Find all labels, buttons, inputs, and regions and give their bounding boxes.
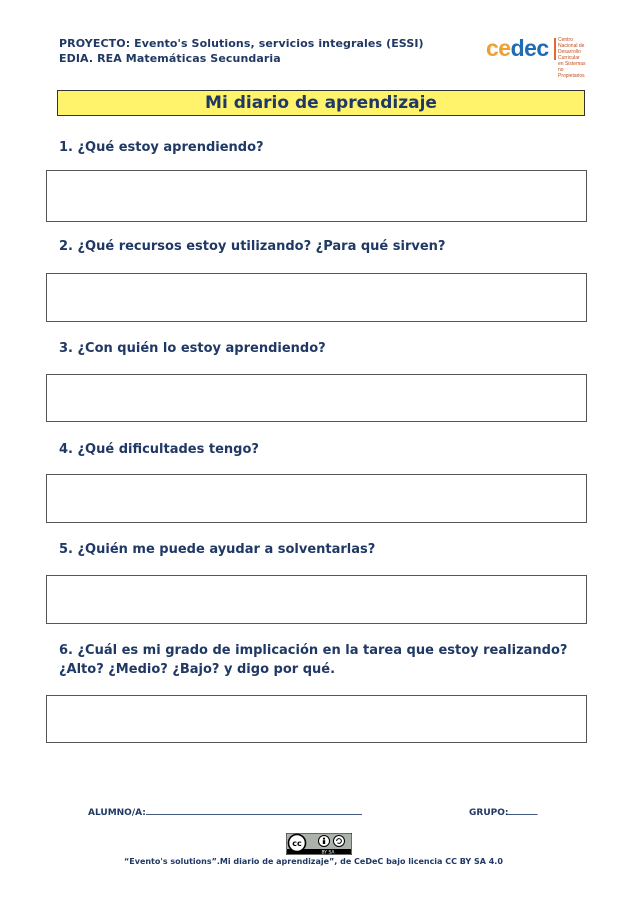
student-name-line[interactable]: ________________________________________________ xyxy=(146,806,362,816)
license-badge-text: BY SA xyxy=(321,850,335,855)
answer-field-3[interactable] xyxy=(46,374,587,422)
page-title: Mi diario de aprendizaje xyxy=(57,90,585,116)
cc-by-sa-badge xyxy=(286,833,352,855)
answer-field-1[interactable] xyxy=(46,170,587,222)
question-3: 3. ¿Con quién lo estoy aprendiendo? xyxy=(59,341,326,356)
project-title: PROYECTO: Evento's Solutions, servicios integrales (ESSI) xyxy=(59,37,424,50)
project-subtitle: EDIA. REA Matemáticas Secundaria xyxy=(59,52,281,65)
answer-field-4[interactable] xyxy=(46,474,587,523)
sa-icon xyxy=(334,836,345,847)
question-6-line2: ¿Alto? ¿Medio? ¿Bajo? y digo por qué. xyxy=(59,662,336,677)
svg-text:cc: cc xyxy=(292,839,302,848)
answer-field-6[interactable] xyxy=(46,695,587,743)
logo-tagline-line3: en Sistemas no Propietarios xyxy=(558,61,586,79)
logo-wordmark xyxy=(486,35,549,62)
question-1: 1. ¿Qué estoy aprendiendo? xyxy=(59,140,264,155)
question-2: 2. ¿Qué recursos estoy utilizando? ¿Para qué sirven? xyxy=(59,239,446,254)
logo-tagline xyxy=(558,37,586,79)
answer-field-2[interactable] xyxy=(46,273,587,322)
student-label: ALUMNO/A: xyxy=(88,808,146,818)
group-label: GRUPO: xyxy=(469,808,509,818)
logo-word-part2: dec xyxy=(510,35,549,61)
logo-word-part1: ce xyxy=(486,35,511,61)
question-5: 5. ¿Quién me puede ayudar a solventarlas? xyxy=(59,542,376,557)
logo-divider xyxy=(554,38,556,60)
cedec-logo xyxy=(486,34,586,79)
question-6-line1: 6. ¿Cuál es mi grado de implicación en la tarea que estoy realizando? xyxy=(59,643,568,658)
logo-tagline-line2: Desarrollo Curricular xyxy=(558,49,581,61)
answer-field-5[interactable] xyxy=(46,575,587,624)
logo-tagline-line1: Centro Nacional de xyxy=(558,37,585,49)
license-credit: “Evento's solutions”.Mi diario de aprendizaje”, de CeDeC bajo licencia CC BY SA 4.0 xyxy=(124,857,503,866)
group-line[interactable]: _______ xyxy=(506,806,538,816)
question-4: 4. ¿Qué dificultades tengo? xyxy=(59,442,259,457)
